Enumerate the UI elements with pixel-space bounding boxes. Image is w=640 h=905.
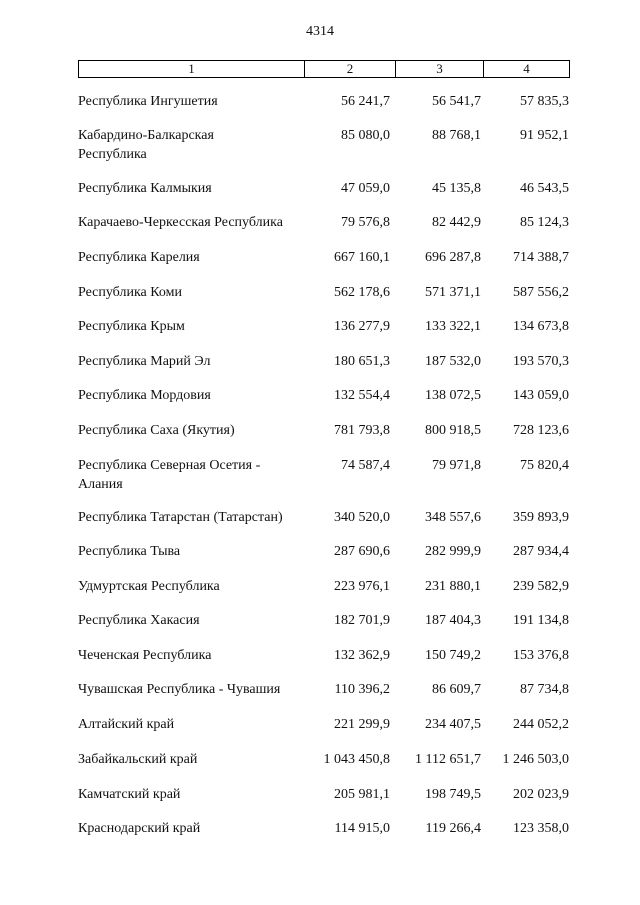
value-col-4: 153 376,8 [513,648,569,663]
value-col-4: 87 734,8 [520,682,569,697]
value-col-3: 45 135,8 [432,181,481,196]
value-col-3: 119 266,4 [425,821,481,836]
region-name: Республика Мордовия [78,388,211,403]
region-name: Карачаево-Черкесская Республика [78,215,283,230]
value-col-4: 714 388,7 [513,250,569,265]
value-col-2: 562 178,6 [334,285,390,300]
value-col-4: 359 893,9 [513,510,569,525]
value-col-2: 223 976,1 [334,579,390,594]
region-name: Республика Калмыкия [78,181,212,196]
value-col-3: 1 112 651,7 [415,752,481,767]
table-row [78,92,570,111]
value-col-2: 110 396,2 [334,682,390,697]
value-col-2: 114 915,0 [334,821,390,836]
region-name: Республика Коми [78,285,182,300]
value-col-3: 198 749,5 [425,787,481,802]
value-col-2: 182 701,9 [334,613,390,628]
header-col-2: 2 [304,61,395,77]
value-col-4: 1 246 503,0 [502,752,569,767]
value-col-4: 85 124,3 [520,215,569,230]
value-col-4: 244 052,2 [513,717,569,732]
table-row [78,611,570,630]
value-col-3: 56 541,7 [432,94,481,109]
region-name: Алтайский край [78,717,175,732]
value-col-3: 133 322,1 [425,319,481,334]
table-row [78,421,570,440]
table-row [78,317,570,336]
value-col-4: 202 023,9 [513,787,569,802]
value-col-4: 191 134,8 [513,613,569,628]
region-name: Республика Карелия [78,250,200,265]
table-row [78,542,570,561]
table-row [78,248,570,267]
table-row [78,680,570,699]
value-col-4: 57 835,3 [520,94,569,109]
value-col-2: 180 651,3 [334,354,390,369]
value-col-3: 571 371,1 [425,285,481,300]
table-row [78,577,570,596]
table-header [78,60,570,78]
table-row [78,785,570,804]
value-col-3: 800 918,5 [425,423,481,438]
table-row [78,126,570,164]
value-col-3: 82 442,9 [432,215,481,230]
table-row [78,352,570,371]
region-name: Камчатский край [78,787,181,802]
value-col-4: 239 582,9 [513,579,569,594]
region-name: Республика Марий Эл [78,354,211,369]
table-row [78,386,570,405]
region-name: Республика Северная Осетия - Алания [78,458,261,492]
region-name: Краснодарский край [78,821,201,836]
value-col-2: 667 160,1 [334,250,390,265]
value-col-2: 136 277,9 [334,319,390,334]
value-col-3: 187 404,3 [425,613,481,628]
value-col-3: 79 971,8 [432,458,481,473]
region-name: Республика Тыва [78,544,181,559]
region-name: Чувашская Республика - Чувашия [78,682,281,697]
value-col-4: 143 059,0 [513,388,569,403]
value-col-3: 88 768,1 [432,128,481,143]
table-row [78,646,570,665]
region-name: Республика Ингушетия [78,94,218,109]
value-col-3: 138 072,5 [425,388,481,403]
header-col-3: 3 [395,61,483,77]
value-col-4: 91 952,1 [520,128,569,143]
table-row [78,750,570,769]
table-row [78,213,570,232]
value-col-3: 282 999,9 [425,544,481,559]
value-col-2: 79 576,8 [341,215,390,230]
value-col-4: 193 570,3 [513,354,569,369]
region-name: Удмуртская Республика [78,579,220,594]
table-row [78,456,570,494]
region-name: Чеченская Республика [78,648,212,663]
header-col-1: 1 [188,61,195,76]
header-col-4: 4 [483,61,569,77]
region-name: Республика Хакасия [78,613,200,628]
value-col-3: 696 287,8 [425,250,481,265]
region-name: Кабардино-Балкарская Республика [78,128,214,162]
table-row [78,179,570,198]
value-col-2: 85 080,0 [341,128,390,143]
value-col-4: 587 556,2 [513,285,569,300]
table-row [78,715,570,734]
value-col-2: 1 043 450,8 [323,752,390,767]
region-name: Республика Татарстан (Татарстан) [78,510,283,525]
value-col-4: 75 820,4 [520,458,569,473]
value-col-4: 134 673,8 [513,319,569,334]
value-col-3: 234 407,5 [425,717,481,732]
value-col-4: 46 543,5 [520,181,569,196]
region-name: Забайкальский край [78,752,198,767]
value-col-2: 132 362,9 [334,648,390,663]
value-col-2: 47 059,0 [341,181,390,196]
table-row [78,819,570,838]
value-col-2: 74 587,4 [341,458,390,473]
value-col-2: 287 690,6 [334,544,390,559]
value-col-2: 205 981,1 [334,787,390,802]
region-name: Республика Крым [78,319,185,334]
value-col-4: 287 934,4 [513,544,569,559]
value-col-2: 340 520,0 [334,510,390,525]
value-col-3: 187 532,0 [425,354,481,369]
value-col-3: 348 557,6 [425,510,481,525]
value-col-3: 231 880,1 [425,579,481,594]
value-col-4: 123 358,0 [513,821,569,836]
page-number: 4314 [306,24,334,39]
value-col-3: 86 609,7 [432,682,481,697]
value-col-2: 221 299,9 [334,717,390,732]
table-row [78,283,570,302]
value-col-2: 56 241,7 [341,94,390,109]
value-col-3: 150 749,2 [425,648,481,663]
value-col-4: 728 123,6 [513,423,569,438]
region-name: Республика Саха (Якутия) [78,423,235,438]
value-col-2: 132 554,4 [334,388,390,403]
value-col-2: 781 793,8 [334,423,390,438]
table-row [78,508,570,527]
